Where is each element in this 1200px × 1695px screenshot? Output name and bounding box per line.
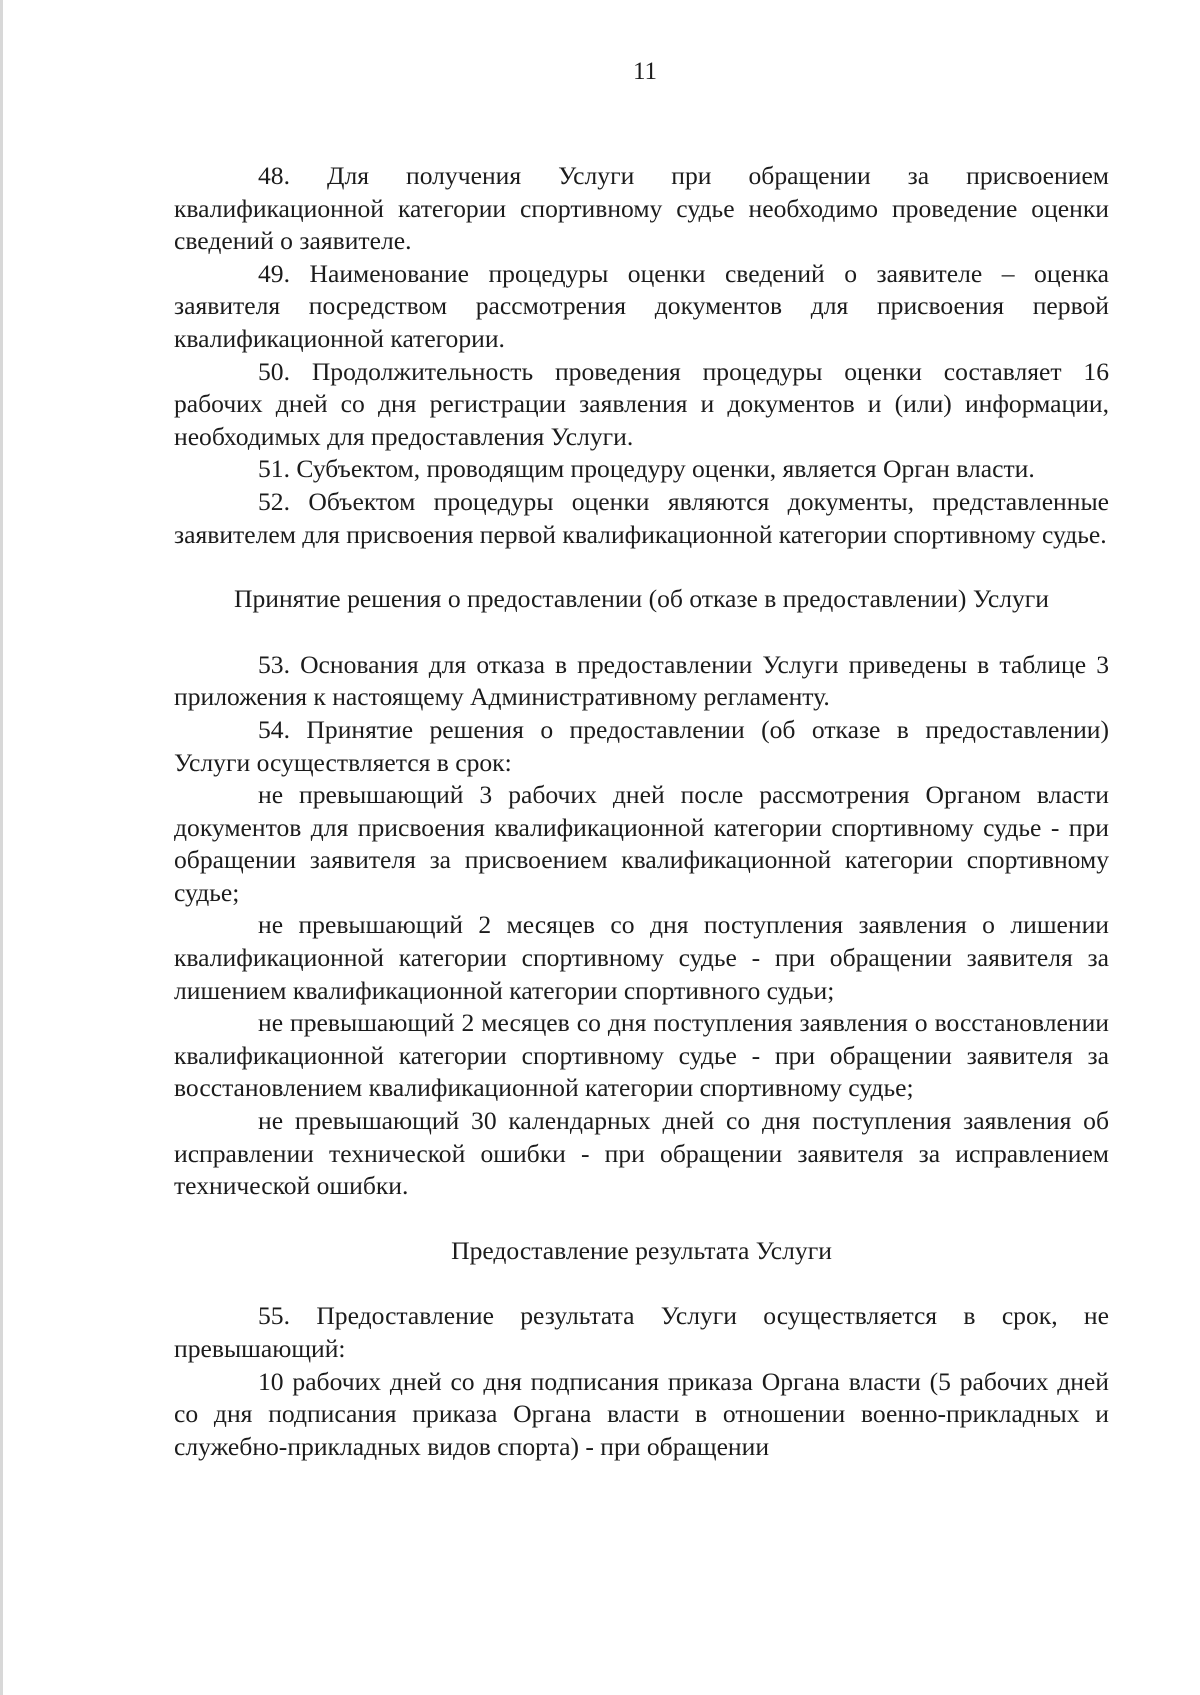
paragraph-48: 48. Для получения Услуги при обращении за присвоением квалификационной категории спортивному судье необходимо проведение оценки сведений о заявителе. [174,161,1109,256]
paragraph-50: 50. Продолжительность проведения процедуры оценки составляет 16 рабочих дней со дня регистрации заявления и документов и (или) информации, необходимых для предоставления Услуги. [174,356,1109,451]
paragraph-54-item-3: не превышающий 2 месяцев со дня поступления заявления о восстановлении квалификационной категории спортивному судье - при обращении заявителя за восстановлением квалификационной категории спортивному судье; [174,1008,1109,1103]
paragraph-54-item-1: не превышающий 3 рабочих дней после рассмотрения Органом власти документов для присвоения квалификационной категории спортивному судье - при обращении заявителя за присвоением квалификационной категории спортивному судье; [174,780,1109,907]
page-number: 11 [632,58,658,85]
paragraph-55-item-1: 10 рабочих дней со дня подписания приказа Органа власти (5 рабочих дней со дня подписания приказа Органа власти в отношении военно-прикладных и служебно-прикладных видов спорта) - при обращении [174,1366,1109,1461]
section-heading-decision: Принятие решения о предоставлении (об отказе в предоставлении) Услуги [233,584,1049,614]
paragraph-51: 51. Субъектом, проводящим процедуру оценки, является Орган власти. [258,454,1035,484]
paragraph-54: 54. Принятие решения о предоставлении (об отказе в предоставлении) Услуги осуществляется в срок: [174,714,1109,777]
section-heading-result: Предоставление результата Услуги [451,1235,832,1265]
scan-edge [0,0,3,1695]
paragraph-53: 53. Основания для отказа в предоставлении Услуги приведены в таблице 3 приложения к настоящему Административному регламенту. [174,649,1109,712]
document-body [174,160,1109,1463]
paragraph-54-item-2: не превышающий 2 месяцев со дня поступления заявления о лишении квалификационной категории спортивному судье - при обращении заявителя за лишением квалификационной категории спортивного судьи; [174,910,1109,1005]
paragraph-52: 52. Объектом процедуры оценки являются документы, представленные заявителем для присвоения первой квалификационной категории спортивному судье. [174,486,1109,549]
paragraph-55: 55. Предоставление результата Услуги осуществляется в срок, не превышающий: [174,1301,1109,1363]
paragraph-54-item-4: не превышающий 30 календарных дней со дня поступления заявления об исправлении технической ошибки - при обращении заявителя за исправлением технической ошибки. [174,1106,1109,1201]
paragraph-49: 49. Наименование процедуры оценки сведений о заявителе – оценка заявителя посредством рассмотрения документов для присвоения первой квалификационной категории. [174,258,1109,353]
